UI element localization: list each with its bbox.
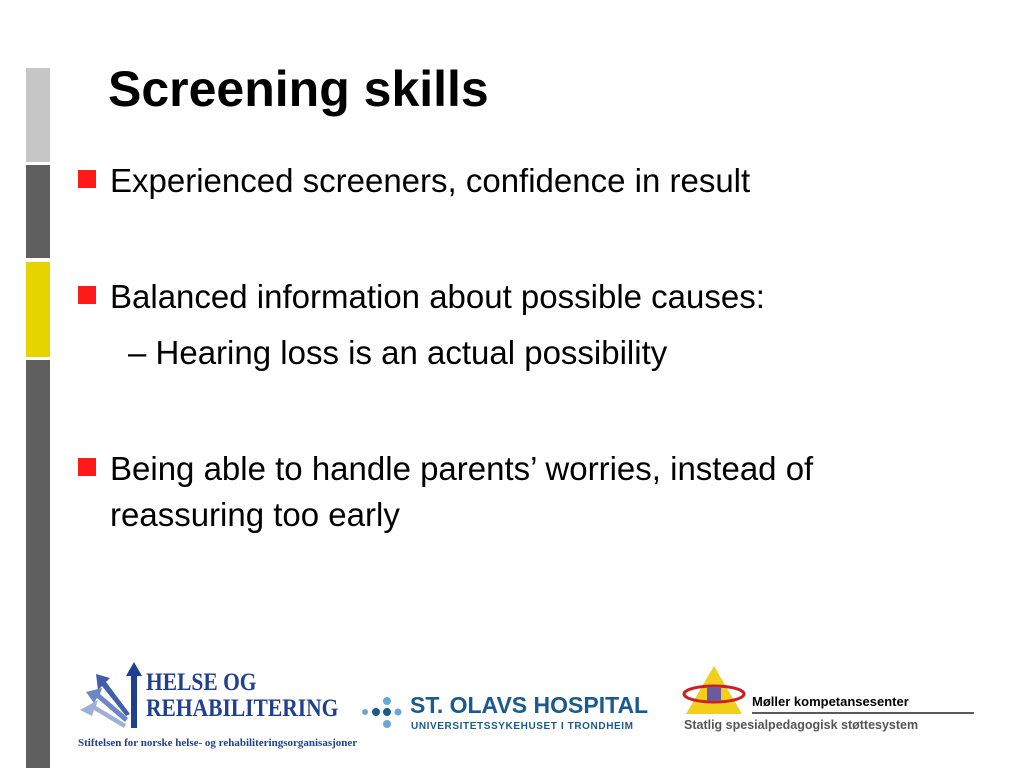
arrow-logo-icon	[76, 658, 156, 738]
sub-bullet-text: – Hearing loss is an actual possibility	[128, 334, 668, 371]
bullet-text: Balanced information about possible causes:	[110, 278, 765, 315]
bullet-text: Being able to handle parents’ worries, instead of reassuring too early	[110, 450, 814, 533]
accent-bar-dark-2	[26, 360, 50, 768]
bullet-text: Experienced screeners, confidence in result	[110, 162, 751, 199]
moller-subtitle: Statlig spesialpedagogisk støttesystem	[684, 718, 919, 732]
bullet-item	[76, 158, 956, 204]
helse-logo-line1: HELSE OG	[146, 669, 257, 696]
slide-title: Screening skills	[108, 61, 489, 117]
helse-logo-line2: REHABILITERING	[146, 695, 339, 722]
moller-kompetansesenter-logo	[680, 664, 980, 744]
accent-bar-light	[26, 68, 50, 162]
accent-bar-dark-1	[26, 165, 50, 258]
helse-logo-text	[146, 670, 338, 722]
accent-bar-yellow	[26, 262, 50, 357]
bullet-item	[76, 274, 956, 320]
st-olavs-subtitle: UNIVERSITETSSYKEHUSET I TRONDHEIM	[411, 721, 634, 732]
st-olavs-hospital-logo	[360, 690, 666, 740]
moller-divider	[752, 712, 974, 714]
bullet-square-icon	[78, 170, 96, 188]
helse-logo-subtitle: Stiftelsen for norske helse- og rehabiliteringsorganisasjoner	[78, 737, 358, 749]
bullet-item	[76, 446, 956, 538]
triangle-logo-icon	[680, 664, 750, 718]
dots-logo-icon	[360, 694, 404, 738]
moller-name: Møller kompetansesenter	[752, 694, 909, 709]
bullet-square-icon	[78, 458, 96, 476]
helse-og-rehabilitering-logo	[76, 656, 358, 752]
bullet-square-icon	[78, 286, 96, 304]
st-olavs-name: ST. OLAVS HOSPITAL	[410, 692, 649, 718]
